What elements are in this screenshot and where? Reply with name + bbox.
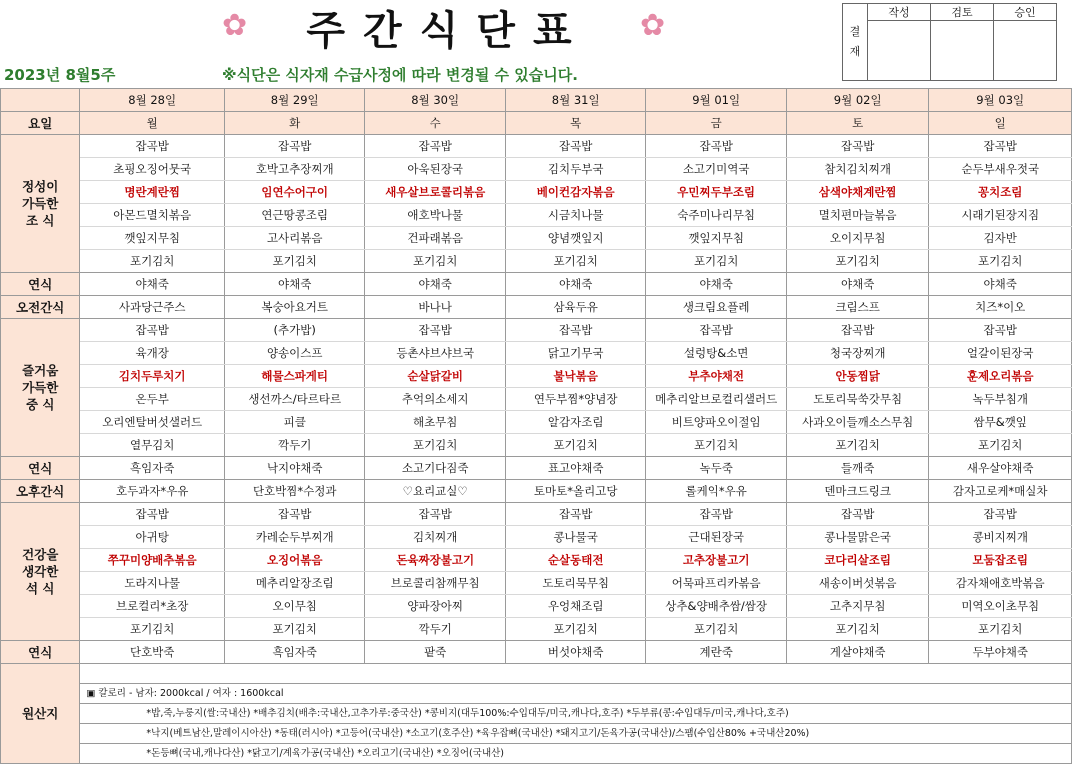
menu-item: 포기김치 <box>80 618 225 641</box>
dinner-row <box>1 503 1072 526</box>
menu-item: 청국장찌개 <box>786 342 929 365</box>
weekday-label: 요일 <box>1 112 80 135</box>
menu-item: 불낙볶음 <box>505 365 645 388</box>
menu-item: 녹두죽 <box>646 457 786 480</box>
menu-item: 오이무침 <box>224 595 364 618</box>
menu-item: 포기김치 <box>224 618 364 641</box>
menu-item: 사과당근주스 <box>80 296 225 319</box>
approval-sign-review[interactable] <box>931 21 994 81</box>
approval-sign-approve[interactable] <box>994 21 1057 81</box>
origin-line <box>80 664 1072 684</box>
date-header: 9월 03일 <box>929 89 1072 112</box>
menu-item: 소고기미역국 <box>646 158 786 181</box>
lunch_porridge-label: 연식 <box>1 457 80 480</box>
menu-item: 깍두기 <box>365 618 505 641</box>
menu-item: 잡곡밥 <box>365 135 505 158</box>
origin-line: *낙지(베트남산,말레이시아산) *동태(러시아) *고등어(국내산) *소고기(호주산) *육우잡뼈(국내산) *돼지고기/돈육가공(국내산)/스팸(수입산80% +국내산20%) <box>80 724 1072 744</box>
weekday-header: 월 <box>80 112 225 135</box>
origin-row <box>1 704 1072 724</box>
week-label: 2023년 8월5주 <box>4 66 116 84</box>
menu-item: 소고기다짐죽 <box>365 457 505 480</box>
menu-item: 근대된장국 <box>646 526 786 549</box>
menu-item: 임연수어구이 <box>224 181 364 204</box>
menu-item: 단호박죽 <box>80 641 225 664</box>
menu-item: 흑임자죽 <box>224 641 364 664</box>
dinner-row <box>1 526 1072 549</box>
dinner-row <box>1 595 1072 618</box>
date-header: 8월 29일 <box>224 89 364 112</box>
afternoon_snack-label: 오후간식 <box>1 480 80 503</box>
date-header: 9월 02일 <box>786 89 929 112</box>
menu-item: 연두부찜*양념장 <box>505 388 645 411</box>
lunch_porridge-row <box>1 457 1072 480</box>
date-header: 8월 30일 <box>365 89 505 112</box>
dinner-label-text: 건강을 생각한 석 식 <box>22 547 59 596</box>
menu-item: 야채죽 <box>505 273 645 296</box>
menu-item: 잡곡밥 <box>505 319 645 342</box>
menu-item: 알감자조림 <box>505 411 645 434</box>
menu-item: 바나나 <box>365 296 505 319</box>
menu-item: 안동찜닭 <box>786 365 929 388</box>
dinner-row <box>1 618 1072 641</box>
weekday-header: 일 <box>929 112 1072 135</box>
menu-item: 해초무침 <box>365 411 505 434</box>
menu-item: 고추장불고기 <box>646 549 786 572</box>
breakfast-row <box>1 181 1072 204</box>
menu-item: 생선까스/타르타르 <box>224 388 364 411</box>
menu-item: 아몬드멸치볶음 <box>80 204 225 227</box>
menu-item: 잡곡밥 <box>929 503 1072 526</box>
lunch-row <box>1 319 1072 342</box>
menu-item: 단호박찜*수정과 <box>224 480 364 503</box>
weekly-menu-table <box>0 88 1072 764</box>
origin-line: *돈등뼈(국내,캐나다산) *닭고기/계육가공(국내산) *오리고기(국내산) *오징어(국내산) <box>80 744 1072 764</box>
menu-item: 시금치나물 <box>505 204 645 227</box>
weekday-header: 토 <box>786 112 929 135</box>
blossom-icon: ✿ <box>640 8 666 43</box>
menu-item: 콩나물국 <box>505 526 645 549</box>
menu-item: 감자고로케*매실차 <box>929 480 1072 503</box>
breakfast_porridge-label: 연식 <box>1 273 80 296</box>
menu-item: 김치두루치기 <box>80 365 225 388</box>
menu-item: 포기김치 <box>786 434 929 457</box>
menu-item: 오이지무침 <box>786 227 929 250</box>
lunch-label-text: 즐거움 가득한 중 식 <box>22 363 59 412</box>
menu-item: 새우살브로콜리볶음 <box>365 181 505 204</box>
dinner-label <box>1 503 80 641</box>
blossom-icon: ✿ <box>222 8 248 43</box>
menu-item: 잡곡밥 <box>80 503 225 526</box>
menu-item: 호박고추장찌개 <box>224 158 364 181</box>
corner-cell <box>1 89 80 112</box>
menu-item: 상추&양배추쌈/쌈장 <box>646 595 786 618</box>
menu-item: 잡곡밥 <box>365 503 505 526</box>
menu-item: 새우살야채죽 <box>929 457 1072 480</box>
menu-item: 멸치편마늘볶음 <box>786 204 929 227</box>
menu-item: 순살동태전 <box>505 549 645 572</box>
menu-item: 돈육짜장불고기 <box>365 549 505 572</box>
menu-item: 덴마크드링크 <box>786 480 929 503</box>
menu-item: 호두과자*우유 <box>80 480 225 503</box>
menu-item: 삼색야채계란찜 <box>786 181 929 204</box>
menu-item: 잡곡밥 <box>505 135 645 158</box>
weekday-header: 목 <box>505 112 645 135</box>
menu-item: 고추지무침 <box>786 595 929 618</box>
menu-item: 야채죽 <box>646 273 786 296</box>
menu-item: 어묵파프리카볶음 <box>646 572 786 595</box>
menu-item: 연근땅콩조림 <box>224 204 364 227</box>
menu-item: 치즈*이오 <box>929 296 1072 319</box>
menu-item: 포기김치 <box>365 250 505 273</box>
menu-item: 포기김치 <box>786 250 929 273</box>
menu-item: 복숭아요거트 <box>224 296 364 319</box>
approval-col-write: 작성 <box>868 4 931 21</box>
menu-item: 포기김치 <box>929 250 1072 273</box>
menu-item: 포기김치 <box>224 250 364 273</box>
menu-item: 닭고기무국 <box>505 342 645 365</box>
menu-item: 모둠잡조림 <box>929 549 1072 572</box>
morning_snack-row <box>1 296 1072 319</box>
menu-item: 건파래볶음 <box>365 227 505 250</box>
menu-item: 야채죽 <box>224 273 364 296</box>
menu-item: 포기김치 <box>646 250 786 273</box>
menu-item: 순두부새우젓국 <box>929 158 1072 181</box>
approval-side-label: 결 재 <box>843 4 868 81</box>
menu-item: 롤케익*우유 <box>646 480 786 503</box>
menu-item: 순살닭갈비 <box>365 365 505 388</box>
lunch-label <box>1 319 80 457</box>
menu-item: 메추리알브로컬리샐러드 <box>646 388 786 411</box>
menu-item: 비트양파오이절임 <box>646 411 786 434</box>
origin-line: *밥,죽,누룽지(쌀:국내산) *배추김치(배추:국내산,고추가루:중국산) *콩비지(대두100%:수입대두/미국,캐나다,호주) *두부류(콩:수입대두/미국,캐나다,호주) <box>80 704 1072 724</box>
menu-item: 쌈무&깻잎 <box>929 411 1072 434</box>
weekday-header: 수 <box>365 112 505 135</box>
menu-item: 크림스프 <box>786 296 929 319</box>
menu-item: 초핑오징어뭇국 <box>80 158 225 181</box>
menu-item: 애호박나물 <box>365 204 505 227</box>
menu-item: 야채죽 <box>929 273 1072 296</box>
menu-item: 계란죽 <box>646 641 786 664</box>
breakfast-row <box>1 250 1072 273</box>
dinner_porridge-label: 연식 <box>1 641 80 664</box>
approval-box <box>842 3 1057 81</box>
morning_snack-label: 오전간식 <box>1 296 80 319</box>
weekday-row <box>1 112 1072 135</box>
menu-item: ♡요리교실♡ <box>365 480 505 503</box>
menu-item: 포기김치 <box>505 250 645 273</box>
menu-item: 얼갈이된장국 <box>929 342 1072 365</box>
menu-item: 해물스파게티 <box>224 365 364 388</box>
menu-item: 팥죽 <box>365 641 505 664</box>
menu-item: 표고야채죽 <box>505 457 645 480</box>
lunch-row <box>1 388 1072 411</box>
menu-item: 양파장아찌 <box>365 595 505 618</box>
date-header: 8월 28일 <box>80 89 225 112</box>
breakfast-label <box>1 135 80 273</box>
weekday-header: 금 <box>646 112 786 135</box>
origin-row <box>1 664 1072 684</box>
menu-item: 아욱된장국 <box>365 158 505 181</box>
lunch-row <box>1 411 1072 434</box>
menu-item: 쭈꾸미양배추볶음 <box>80 549 225 572</box>
menu-item: 양송이스프 <box>224 342 364 365</box>
menu-item: 잡곡밥 <box>929 319 1072 342</box>
menu-item: (추가밥) <box>224 319 364 342</box>
menu-item: 고사리볶음 <box>224 227 364 250</box>
menu-item: 오리엔탈버섯샐러드 <box>80 411 225 434</box>
menu-item: 콩비지찌개 <box>929 526 1072 549</box>
menu-item: 김자반 <box>929 227 1072 250</box>
menu-item: 브로컬리*초장 <box>80 595 225 618</box>
breakfast-label-text: 정성이 가득한 조 식 <box>22 179 59 228</box>
approval-sign-write[interactable] <box>868 21 931 81</box>
lunch-row <box>1 342 1072 365</box>
menu-item: 잡곡밥 <box>646 319 786 342</box>
menu-item: 게살야채죽 <box>786 641 929 664</box>
breakfast_porridge-row <box>1 273 1072 296</box>
origin-line: ▣ 칼로리 - 남자: 2000kcal / 여자 : 1600kcal <box>80 684 1072 704</box>
menu-item: 오징어볶음 <box>224 549 364 572</box>
header <box>0 0 1074 88</box>
menu-item: 야채죽 <box>80 273 225 296</box>
menu-item: 야채죽 <box>786 273 929 296</box>
dinner-row <box>1 549 1072 572</box>
menu-item: 명란계란찜 <box>80 181 225 204</box>
menu-item: 등촌샤브샤브국 <box>365 342 505 365</box>
lunch-row <box>1 365 1072 388</box>
dinner_porridge-row <box>1 641 1072 664</box>
lunch-row <box>1 434 1072 457</box>
notice-text: ※식단은 식자재 수급사정에 따라 변경될 수 있습니다. <box>222 66 578 84</box>
approval-col-approve: 승인 <box>994 4 1057 21</box>
menu-item: 낙지야채죽 <box>224 457 364 480</box>
weekday-header: 화 <box>224 112 364 135</box>
menu-item: 메추리알장조림 <box>224 572 364 595</box>
menu-item: 포기김치 <box>786 618 929 641</box>
afternoon_snack-row <box>1 480 1072 503</box>
menu-item: 설렁탕&소면 <box>646 342 786 365</box>
menu-item: 도토리묵무침 <box>505 572 645 595</box>
menu-item: 아귀탕 <box>80 526 225 549</box>
menu-item: 잡곡밥 <box>80 135 225 158</box>
menu-item: 포기김치 <box>646 434 786 457</box>
menu-item: 참치김치찌개 <box>786 158 929 181</box>
menu-item: 잡곡밥 <box>80 319 225 342</box>
menu-item: 베이컨감자볶음 <box>505 181 645 204</box>
menu-item: 꽁치조림 <box>929 181 1072 204</box>
menu-item: 김치찌개 <box>365 526 505 549</box>
menu-item: 김치두부국 <box>505 158 645 181</box>
origin-row <box>1 724 1072 744</box>
menu-item: 생크림요플레 <box>646 296 786 319</box>
menu-item: 잡곡밥 <box>646 135 786 158</box>
menu-item: 브로콜리참깨무침 <box>365 572 505 595</box>
origin-label: 원산지 <box>1 664 80 764</box>
menu-item: 부추야채전 <box>646 365 786 388</box>
menu-item: 육개장 <box>80 342 225 365</box>
menu-item: 들깨죽 <box>786 457 929 480</box>
date-header: 9월 01일 <box>646 89 786 112</box>
breakfast-row <box>1 158 1072 181</box>
menu-item: 도라지나물 <box>80 572 225 595</box>
menu-item: 온두부 <box>80 388 225 411</box>
page-title: 주간식단표 <box>306 8 590 54</box>
menu-item: 잡곡밥 <box>224 135 364 158</box>
menu-item: 피클 <box>224 411 364 434</box>
menu-item: 잡곡밥 <box>505 503 645 526</box>
menu-item: 깍두기 <box>224 434 364 457</box>
menu-item: 미역오이초무침 <box>929 595 1072 618</box>
dinner-row <box>1 572 1072 595</box>
menu-item: 도토리묵쑥갓무침 <box>786 388 929 411</box>
menu-item: 숙주미나리무침 <box>646 204 786 227</box>
menu-item: 잡곡밥 <box>929 135 1072 158</box>
breakfast-row <box>1 204 1072 227</box>
menu-item: 추억의소세지 <box>365 388 505 411</box>
menu-item: 흑임자죽 <box>80 457 225 480</box>
menu-item: 우민찌두부조림 <box>646 181 786 204</box>
menu-item: 포기김치 <box>365 434 505 457</box>
origin-row <box>1 684 1072 704</box>
menu-item: 잡곡밥 <box>786 135 929 158</box>
menu-item: 삼육두유 <box>505 296 645 319</box>
date-row <box>1 89 1072 112</box>
menu-item: 잡곡밥 <box>224 503 364 526</box>
menu-item: 토마토*올리고당 <box>505 480 645 503</box>
menu-item: 깻잎지무침 <box>646 227 786 250</box>
menu-item: 새송이버섯볶음 <box>786 572 929 595</box>
menu-item: 시래기된장지짐 <box>929 204 1072 227</box>
menu-item: 잡곡밥 <box>646 503 786 526</box>
date-header: 8월 31일 <box>505 89 645 112</box>
breakfast-row <box>1 227 1072 250</box>
menu-item: 코다리살조림 <box>786 549 929 572</box>
breakfast-row <box>1 135 1072 158</box>
menu-item: 잡곡밥 <box>786 319 929 342</box>
approval-col-review: 검토 <box>931 4 994 21</box>
menu-item: 포기김치 <box>505 618 645 641</box>
menu-item: 카레순두부찌개 <box>224 526 364 549</box>
menu-item: 버섯야채죽 <box>505 641 645 664</box>
menu-item: 포기김치 <box>646 618 786 641</box>
menu-item: 포기김치 <box>929 618 1072 641</box>
menu-item: 훈제오리볶음 <box>929 365 1072 388</box>
menu-item: 포기김치 <box>929 434 1072 457</box>
menu-item: 포기김치 <box>80 250 225 273</box>
menu-item: 잡곡밥 <box>786 503 929 526</box>
menu-item: 잡곡밥 <box>365 319 505 342</box>
menu-item: 야채죽 <box>365 273 505 296</box>
menu-item: 녹두부침개 <box>929 388 1072 411</box>
menu-item: 콩나물맑은국 <box>786 526 929 549</box>
menu-item: 우엉채조림 <box>505 595 645 618</box>
menu-item: 사과오이들깨소스무침 <box>786 411 929 434</box>
menu-item: 포기김치 <box>505 434 645 457</box>
menu-item: 감자채애호박볶음 <box>929 572 1072 595</box>
menu-item: 양념깻잎지 <box>505 227 645 250</box>
menu-item: 열무김치 <box>80 434 225 457</box>
menu-item: 깻잎지무침 <box>80 227 225 250</box>
menu-item: 두부야채죽 <box>929 641 1072 664</box>
